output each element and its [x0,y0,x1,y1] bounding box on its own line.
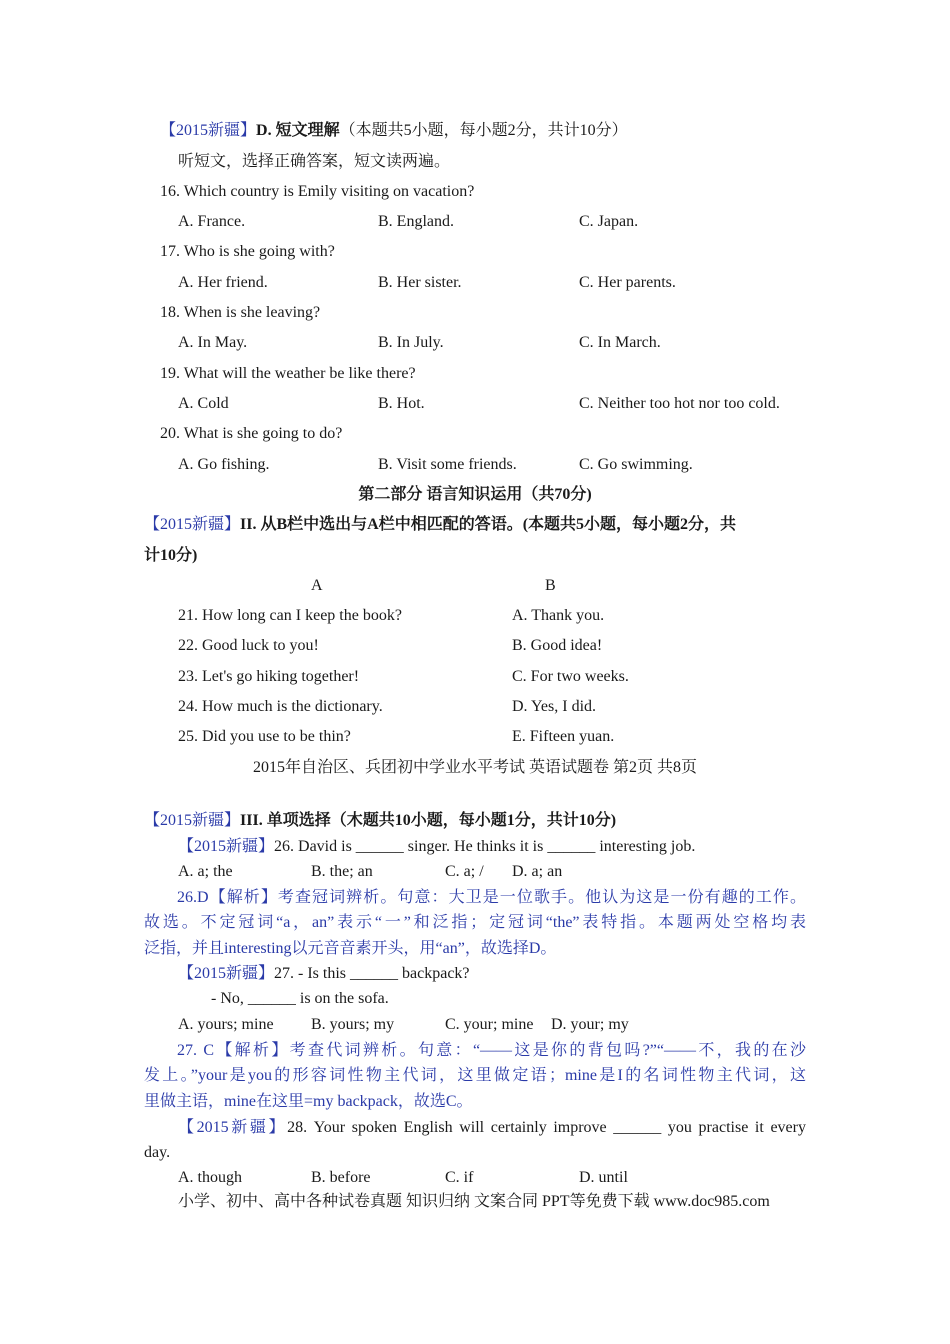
match-question: 21. How long can I keep the book? [178,607,402,624]
option-c: C. Neither too hot nor too cold. [579,395,780,412]
question [178,837,695,857]
match-answer: A. Thank you. [512,607,605,624]
analysis-line: 里做主语，mine在这里=my backpack，故选C。 [144,1093,473,1110]
part-title: 第二部分 语言知识运用（共70分) [358,486,592,503]
match-answer: D. Yes, I did. [512,698,597,715]
option-a: A. Cold [178,395,229,412]
option-c: C. Go swimming. [579,456,693,473]
option-b: B. Visit some friends. [378,456,517,473]
match-question: 23. Let's go hiking together! [178,668,360,685]
section-d-header [160,121,628,141]
analysis-line: 发上。”your是you的形容词性物主代词，这里做定语；mine是I的名词性物主代词，这 [144,1067,806,1084]
question-text: 26. David is ______ singer. He thinks it is ______ interesting job. [274,838,696,855]
match-answer: B. Good idea! [512,637,603,654]
source-tag: 【2015新疆】 [160,122,257,139]
option-a: A. Her friend. [178,274,268,291]
option-a: A. Go fishing. [178,456,270,473]
option-c: C. your; mine [445,1016,534,1033]
match-answer: E. Fifteen yuan. [512,728,615,745]
question: 17. Who is she going with? [160,243,335,260]
source-tag: 【2015新疆】 [144,516,241,533]
match-question: 25. Did you use to be thin? [178,728,351,745]
question-text-cont: day. [144,1144,171,1161]
page-footer: 2015年自治区、兵团初中学业水平考试 英语试题卷 第2页 共8页 [252,759,697,776]
question-text: 27. - Is this ______ backpack? [274,965,470,982]
question: 16. Which country is Emily visiting on vacation? [160,183,475,200]
option-b: B. yours; my [311,1016,395,1033]
question-text: 28. Your spoken English will certainly improve ______ you practise it every [287,1119,806,1136]
instruction: 听短文，选择正确答案，短文读两遍。 [178,153,451,170]
analysis-line: 27. C【解析】考查代词辨析。句意：“——这是你的背包吗?”“——不，我的在沙 [177,1042,806,1059]
section-title: III. 单项选择（木题共10小题，每小题1分，共计10分) [240,812,617,829]
match-question: 24. How much is the dictionary. [178,698,383,715]
option-a: A. a; the [178,863,233,880]
option-b: B. England. [378,213,454,230]
match-question: 22. Good luck to you! [178,637,319,654]
section-iii-header [144,811,616,831]
option-a: A. France. [178,213,246,230]
section-title: D. 短文理解 [256,122,340,139]
question [178,1118,806,1138]
section-title: II. 从B栏中选出与A栏中相匹配的答语。(本题共5小题，每小题2分，共 [240,516,737,533]
source-tag: 【2015新疆】 [178,1119,288,1136]
source-tag: 【2015新疆】 [178,965,275,982]
option-a: A. In May. [178,334,248,351]
option-c: C. a; / [445,863,484,880]
option-b: B. Hot. [378,395,425,412]
option-d: D. a; an [512,863,563,880]
question [178,964,470,984]
source-tag: 【2015新疆】 [178,838,275,855]
question: 18. When is she leaving? [160,304,321,321]
site-footer: 小学、初中、高中各种试卷真题 知识归纳 文案合同 PPT等免费下载 www.doc985.com [178,1193,770,1210]
section-title-cont: 计10分) [144,547,198,564]
option-c: C. In March. [579,334,661,351]
option-a: A. though [178,1169,242,1186]
analysis-line: 26.D【解析】考查冠词辨析。句意：大卫是一位歌手。他认为这是一份有趣的工作。 [177,889,806,906]
option-d: D. your; my [551,1016,629,1033]
section-note: （本题共5小题，每小题2分，共计10分） [339,122,628,139]
option-b: B. In July. [378,334,444,351]
question: 20. What is she going to do? [160,425,343,442]
source-tag: 【2015新疆】 [144,812,241,829]
option-b: B. the; an [311,863,373,880]
option-d: D. until [579,1169,628,1186]
column-b-header: B [545,577,556,594]
column-a-header: A [311,577,323,594]
match-answer: C. For two weeks. [512,668,629,685]
section-ii-header [144,515,736,535]
option-b: B. Her sister. [378,274,462,291]
option-c: C. if [445,1169,474,1186]
analysis-line: 泛指，并且interesting以元音音素开头，用“an”，故选择D。 [144,940,557,957]
analysis-line: 故选。不定冠词“a，an”表示“一”和泛指；定冠词“the”表特指。本题两处空格均表 [144,914,806,931]
option-b: B. before [311,1169,371,1186]
option-c: C. Japan. [579,213,639,230]
question-text: - No, ______ is on the sofa. [211,990,389,1007]
option-a: A. yours; mine [178,1016,274,1033]
question: 19. What will the weather be like there? [160,365,416,382]
option-c: C. Her parents. [579,274,676,291]
